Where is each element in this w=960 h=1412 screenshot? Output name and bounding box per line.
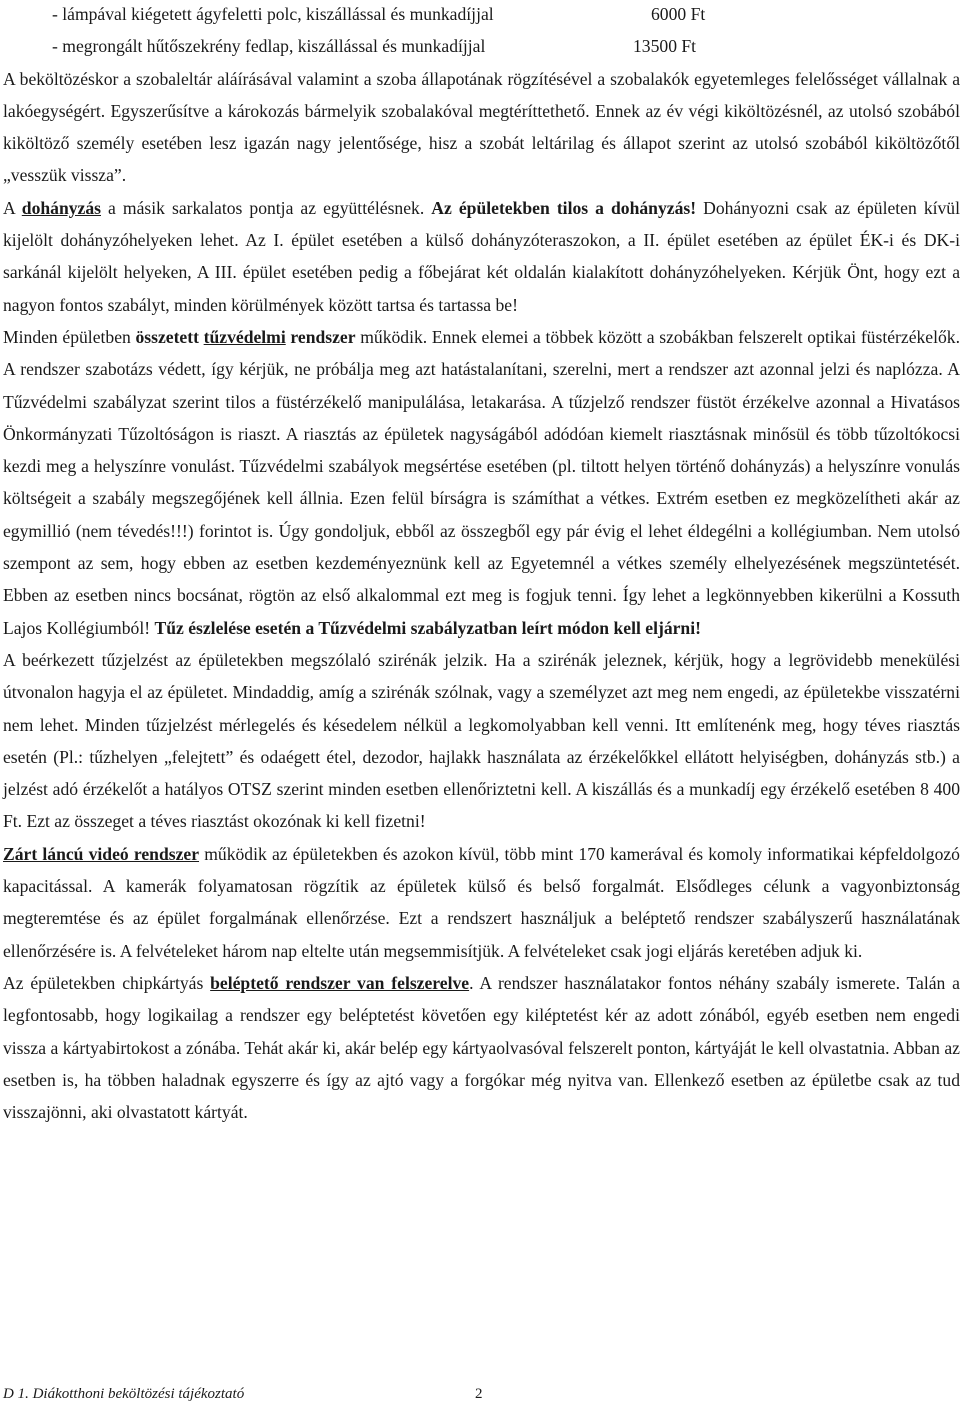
text: működik az épületekben és azokon kívül, több mint 170 kamerával és komoly informatikai képfeldolgozó kapacitással. A kamerák folyamatosan rögzítik az épületek külső és belső forgalmát. Elsődleges célunk a vagyonbiztonság megteremtése és az épület forgalmának ellenőrzése. Ezt a rendszert használjuk a beléptető rendszer szabályszerű használatának ellenőrzésére is. A felvételeket három nap eltelte után megsemmisítjük. A felvételeket csak jogi eljárás keretében adjuk ki. [3, 843, 960, 961]
fee-line [3, 30, 960, 62]
text: Dohányozni csak az épületen kívül kijelölt dohányzóhelyeken lehet. Az I. épület esetében a külső dohányzóteraszokon, a II. épület esetében az épület ÉK-i és DK-i sarkánál kijelölt helyeken, A III. épület esetében pedig a főbejárat két oldalán kialakított dohányzóhelyeken. Kérjük Önt, hogy ezt a nagyon fontos szabályt, minden körülmények között tartsa és tartassa be! [3, 197, 960, 315]
fire-system-keyword: tűzvédelmi [203, 326, 286, 347]
fee-price: 13500 Ft [633, 36, 697, 57]
fire-procedure-notice: Tűz észlelése esetén a Tűzvédelmi szabályzatban leírt módon kell eljárni! [154, 617, 701, 638]
footer-title: D 1. Diákotthoni beköltözési tájékoztató [3, 1386, 245, 1402]
fee-price: 6000 Ft [651, 4, 706, 24]
page-number: 2 [475, 1386, 483, 1402]
paragraph-smoking [3, 192, 960, 321]
smoking-ban-notice: Az épületekben tilos a dohányzás! [431, 197, 697, 218]
document-page [3, 0, 960, 1128]
fee-label: - lámpával kiégetett ágyfeletti polc, kiszállással és munkadíjjal [52, 4, 494, 24]
paragraph-fire-protection [3, 321, 960, 644]
text: A beköltözéskor a szobaleltár aláírásával valamint a szoba állapotának rögzítésével a szobalakók egyetemleges felelősséget vállalnak a lakóegységért. Egyszerűsítve a károkozás bármelyik szobalakóval megtéríttethető. Ennek az év végi kiköltözésnél, az utolsó szobából kiköltöző személy esetében lesz igazán nagy jelentősége, hisz a szobát leltárilag és állapot szerint az utolsó szobából kiköltözőtől „vesszük vissza”. [3, 68, 960, 186]
access-control-keyword: beléptető rendszer van felszerelve [210, 972, 470, 993]
paragraph-fire-alarm [3, 644, 960, 838]
fire-system-keyword: összetett [135, 326, 204, 347]
paragraph-cctv [3, 838, 960, 967]
text: működik. Ennek elemei a többek között a szobákban felszerelt optikai füstérzékelők. A rendszer szabotázs védett, így kérjük, ne próbálja meg azt hatástalanítani, szerelni, mert a rendszer azt azonnal jelzi és naplózza. A Tűzvédelmi szabályzat szerint tilos a füstérzékelő manipulálása, letakarása. A tűzjelző rendszer füstöt érzékelve azonnal a Hivatásos Önkormányzati Tűzoltóságon is riaszt. A riasztás az épületek nagyságából adódóan kiemelt riasztásnak minősül és több tűzoltókocsi kezdi meg a helyszínre vonulást. Tűzvédelmi szabályok megsértése esetében (pl. tiltott helyen történő dohányzás) a helyszínre vonulás költségeit a szabály megszegőjének kell állnia. Ezen felül bírságra is számíthat a vétkes. Extrém esetben ez megközelítheti akár az egymillió (nem tévedés!!!) forintot is. Úgy gondoljuk, ebből az összegből egy pár évig el lehet éldegélni a kollégiumban. Nem utolsó szempont az sem, hogy ebben az esetben kezdeményeznünk kell az Egyetemnél a vétkes személy elhelyezésének megszüntetését. Ebben az esetben nincs bocsánat, rögtön az első alkalommal ezt meg is fogjuk tenni. Így lehet a legkönnyebben kikerülni a Kossuth Lajos Kollégiumból! [3, 326, 960, 638]
text: a másik sarkalatos pontja az együttélésnek. [101, 197, 432, 218]
text: Az épületekben chipkártyás [3, 972, 211, 993]
smoking-keyword: dohányzás [21, 197, 101, 218]
text: Minden épületben [3, 326, 136, 347]
text: . A rendszer használatakor fontos néhány szabály ismerete. Talán a legfontosabb, hogy logikailag a rendszer egy beléptetést követően egy kiléptetést kér az adott zónából, egyéb esetben nem engedi vissza a kártyabirtokost a zónába. Tehát akár ki, akár belép egy kártyaolvasóval felszerelt ponton, kártyáját le kell olvastatnia. Abban az esetben is, ha többen haladnak egyszerre és így az ajtó vagy a forgókar még nyitva van. Ellenkező esetben az épületbe csak az tud visszajönni, aki olvastatott kártyát. [3, 972, 960, 1123]
cctv-keyword: Zárt láncú videó rendszer [3, 843, 200, 864]
fee-label: - megrongált hűtőszekrény fedlap, kiszállással és munkadíjjal [52, 36, 486, 57]
text: A beérkezett tűzjelzést az épületekben megszólaló szirénák jelzik. Ha a szirénák jeleznek, kérjük, hogy a legrövidebb menekülési útvonalon hagyja el az épületet. Mindaddig, amíg a szirénák szólnak, vagy a személyzet azt meg nem engedi, az épületekbe visszatérni nem lehet. Minden tűzjelzést mérlegelés és késedelem nélkül a legkomolyabban kell venni. Itt említenénk meg, hogy téves riasztás esetén (Pl.: tűzhelyen „felejtett” és odaégett étel, dezodor, hajlakk használata az érzékelőkkel ellátott helyiségben, dohányzás stb.) a jelzést adó érzékelőt a hatályos OTSZ szerint minden esetben ellenőriztetni kell. A kiszállás és a munkadíj egy érzékelő esetében 8 400 Ft. Ezt az összeget a téves riasztást okozónak ki kell fizetni! [3, 649, 960, 832]
paragraph-access-control [3, 967, 960, 1128]
text: A [3, 197, 22, 218]
page-footer [3, 1386, 483, 1403]
paragraph-liability [3, 63, 960, 192]
fee-line [3, 0, 960, 30]
fire-system-keyword: rendszer [285, 326, 356, 347]
